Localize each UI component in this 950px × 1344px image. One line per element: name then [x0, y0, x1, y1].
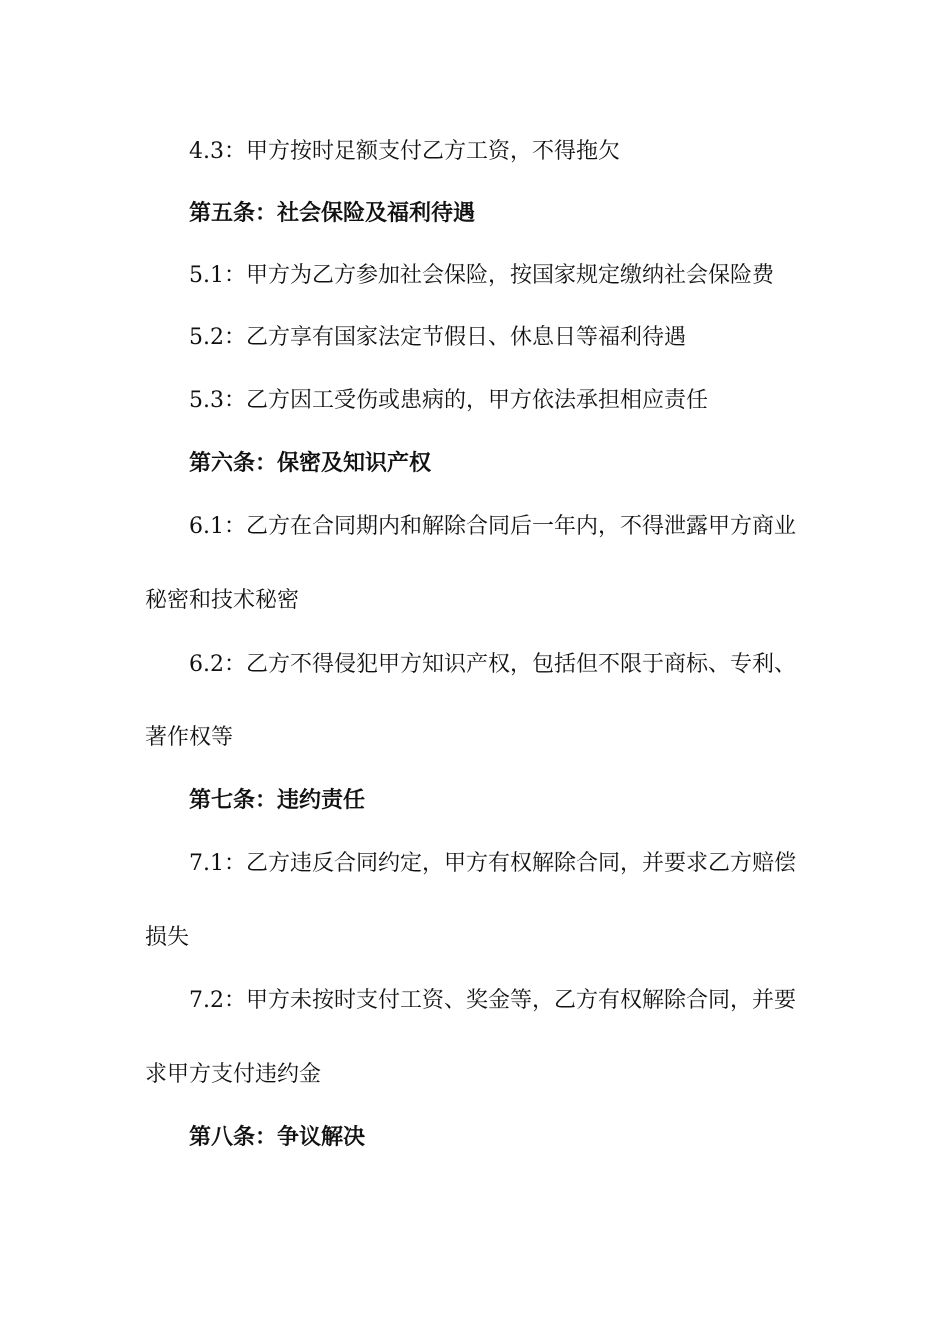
clause-7-2-continued: 求甲方支付违约金: [145, 1062, 322, 1087]
clause-7-1: 7.1：乙方违反合同约定，甲方有权解除合同，并要求乙方赔偿: [189, 851, 796, 876]
clause-7-1-continued: 损失: [145, 925, 190, 950]
clause-6-2: 6.2：乙方不得侵犯甲方知识产权，包括但不限于商标、专利、: [189, 652, 796, 677]
article-7-heading: 第七条：违约责任: [189, 788, 366, 813]
article-5-heading: 第五条：社会保险及福利待遇: [189, 201, 476, 226]
clause-6-1-continued: 秘密和技术秘密: [145, 588, 300, 613]
article-6-heading: 第六条：保密及知识产权: [189, 451, 432, 476]
clause-5-2: 5.2：乙方享有国家法定节假日、休息日等福利待遇: [189, 325, 686, 350]
clause-4-3: 4.3：甲方按时足额支付乙方工资，不得拖欠: [189, 139, 620, 164]
clause-6-2-continued: 著作权等: [145, 725, 234, 750]
article-8-heading: 第八条：争议解决: [189, 1125, 366, 1150]
clause-6-1: 6.1：乙方在合同期内和解除合同后一年内，不得泄露甲方商业: [189, 514, 796, 539]
clause-7-2: 7.2：甲方未按时支付工资、奖金等，乙方有权解除合同，并要: [189, 988, 796, 1013]
clause-5-3: 5.3：乙方因工受伤或患病的，甲方依法承担相应责任: [189, 388, 708, 413]
clause-5-1: 5.1：甲方为乙方参加社会保险，按国家规定缴纳社会保险费: [189, 263, 774, 288]
